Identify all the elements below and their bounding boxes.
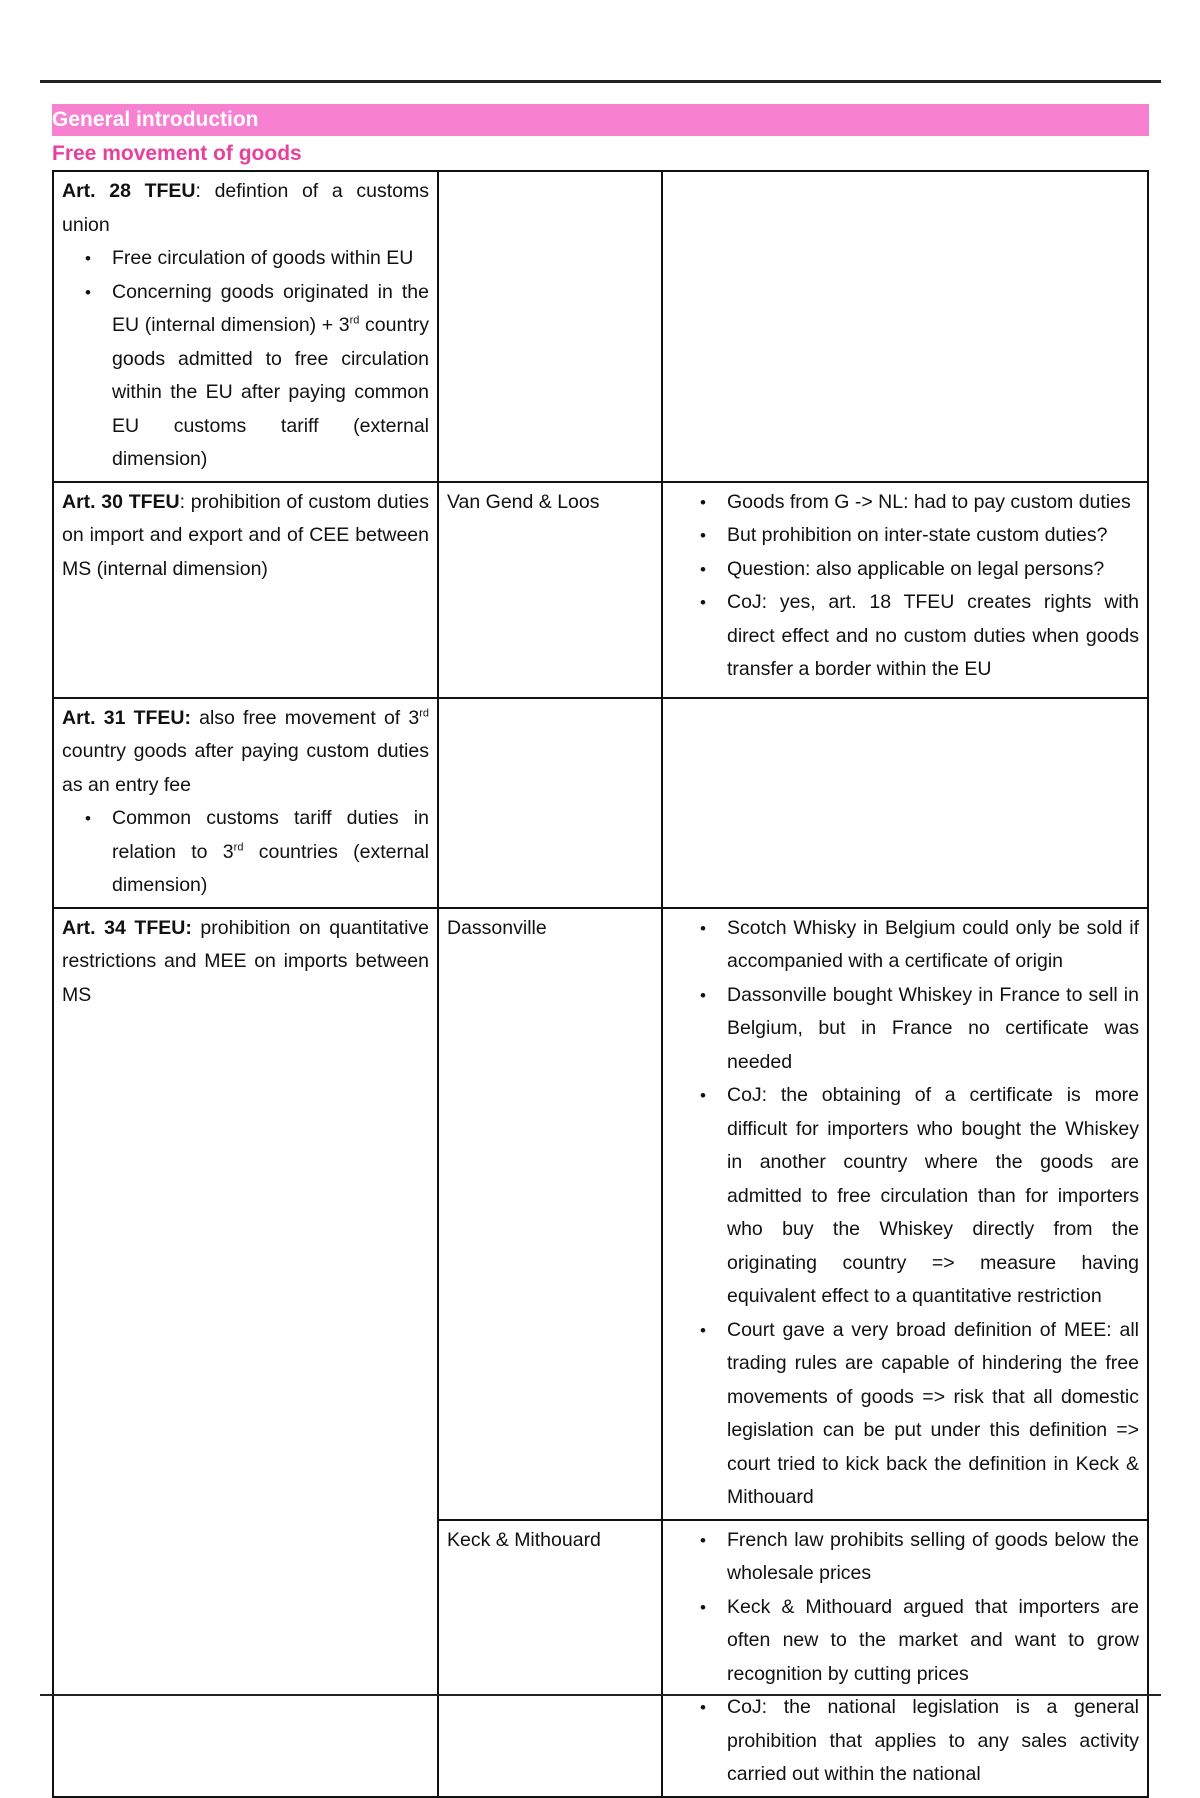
notes-cell [662,698,1148,908]
list-item: • Concerning goods originated in the EU (internal dimension) + 3rd country goods admitted to free circulation within the EU after paying common EU customs tariff (external dimension) [112,276,429,477]
list-item: • Court gave a very broad definition of MEE: all trading rules are capable of hindering the free movements of goods => risk that all domestic legislation can be put under this definition => court tried to kick back the definition in Keck & Mithouard [727,1314,1139,1515]
article-text: : defintion of a customs union [62,180,429,236]
header-rule [40,80,1161,83]
section-heading: General introduction [52,104,1149,136]
case-notes [671,1524,1139,1792]
table-row [53,908,1148,1520]
table-row [53,698,1148,908]
article-text: prohibition on quantitative restrictions and MEE on imports between MS [62,916,429,1006]
case-cell [438,171,662,482]
article-ref: Art. 31 TFEU: [62,706,191,729]
article-text: also free movement of 3 [190,706,420,729]
list-item: • CoJ: the national legislation is a general prohibition that applies to any sales activity carried out within the national [727,1691,1139,1792]
list-item: • CoJ: yes, art. 18 TFEU creates rights with direct effect and no custom duties when goods transfer a border within the EU [727,586,1139,687]
list-item: • CoJ: the obtaining of a certificate is more difficult for importers who bought the Whiskey in another country where the goods are admitted to free circulation than for importers who buy the Whiskey directly from the originating country => measure having equivalent effect to a quantitative restriction [727,1079,1139,1314]
case-cell [438,908,662,1520]
table-row [53,482,1148,698]
case-cell [438,1520,662,1797]
case-name: Van Gend & Loos [447,490,600,513]
list-item: • Dassonville bought Whiskey in France to sell in Belgium, but in France no certificate was needed [727,979,1139,1080]
subsection-heading: Free movement of goods [52,142,302,165]
notes-table [52,170,1149,1798]
article-cell [53,482,438,698]
case-notes [671,912,1139,1515]
table-row [53,171,1148,482]
article-bullets [62,242,429,477]
article-ref: Art. 30 TFEU [62,490,180,513]
list-item: • Keck & Mithouard argued that importers are often new to the market and want to grow recognition by cutting prices [727,1591,1139,1692]
case-name: Keck & Mithouard [447,1528,601,1551]
article-cell [53,908,438,1797]
case-name: Dassonville [447,916,547,939]
notes-cell [662,171,1148,482]
ordinal-suffix: rd [419,707,429,719]
article-cell [53,171,438,482]
footer-rule [40,1694,1161,1696]
notes-cell [662,482,1148,698]
article-bullets [62,802,429,903]
notes-cell [662,1520,1148,1797]
case-notes [671,486,1139,687]
article-ref: Art. 34 TFEU: [62,916,192,939]
list-item: • Question: also applicable on legal persons? [727,553,1139,587]
list-item: • Scotch Whisky in Belgium could only be sold if accompanied with a certificate of origin [727,912,1139,979]
case-cell [438,698,662,908]
notes-cell [662,908,1148,1520]
list-item: • Free circulation of goods within EU [112,242,429,276]
article-text: : prohibition of custom duties on import and export and of CEE between MS (internal dimension) [62,490,429,580]
article-cell [53,698,438,908]
list-item: • French law prohibits selling of goods below the wholesale prices [727,1524,1139,1591]
case-cell [438,482,662,698]
article-text: country goods after paying custom duties as an entry fee [62,740,429,796]
list-item: • But prohibition on inter-state custom duties? [727,519,1139,553]
list-item: • Goods from G -> NL: had to pay custom duties [727,486,1139,520]
article-ref: Art. 28 TFEU [62,180,196,202]
list-item: • Common customs tariff duties in relation to 3rd countries (external dimension) [112,802,429,903]
